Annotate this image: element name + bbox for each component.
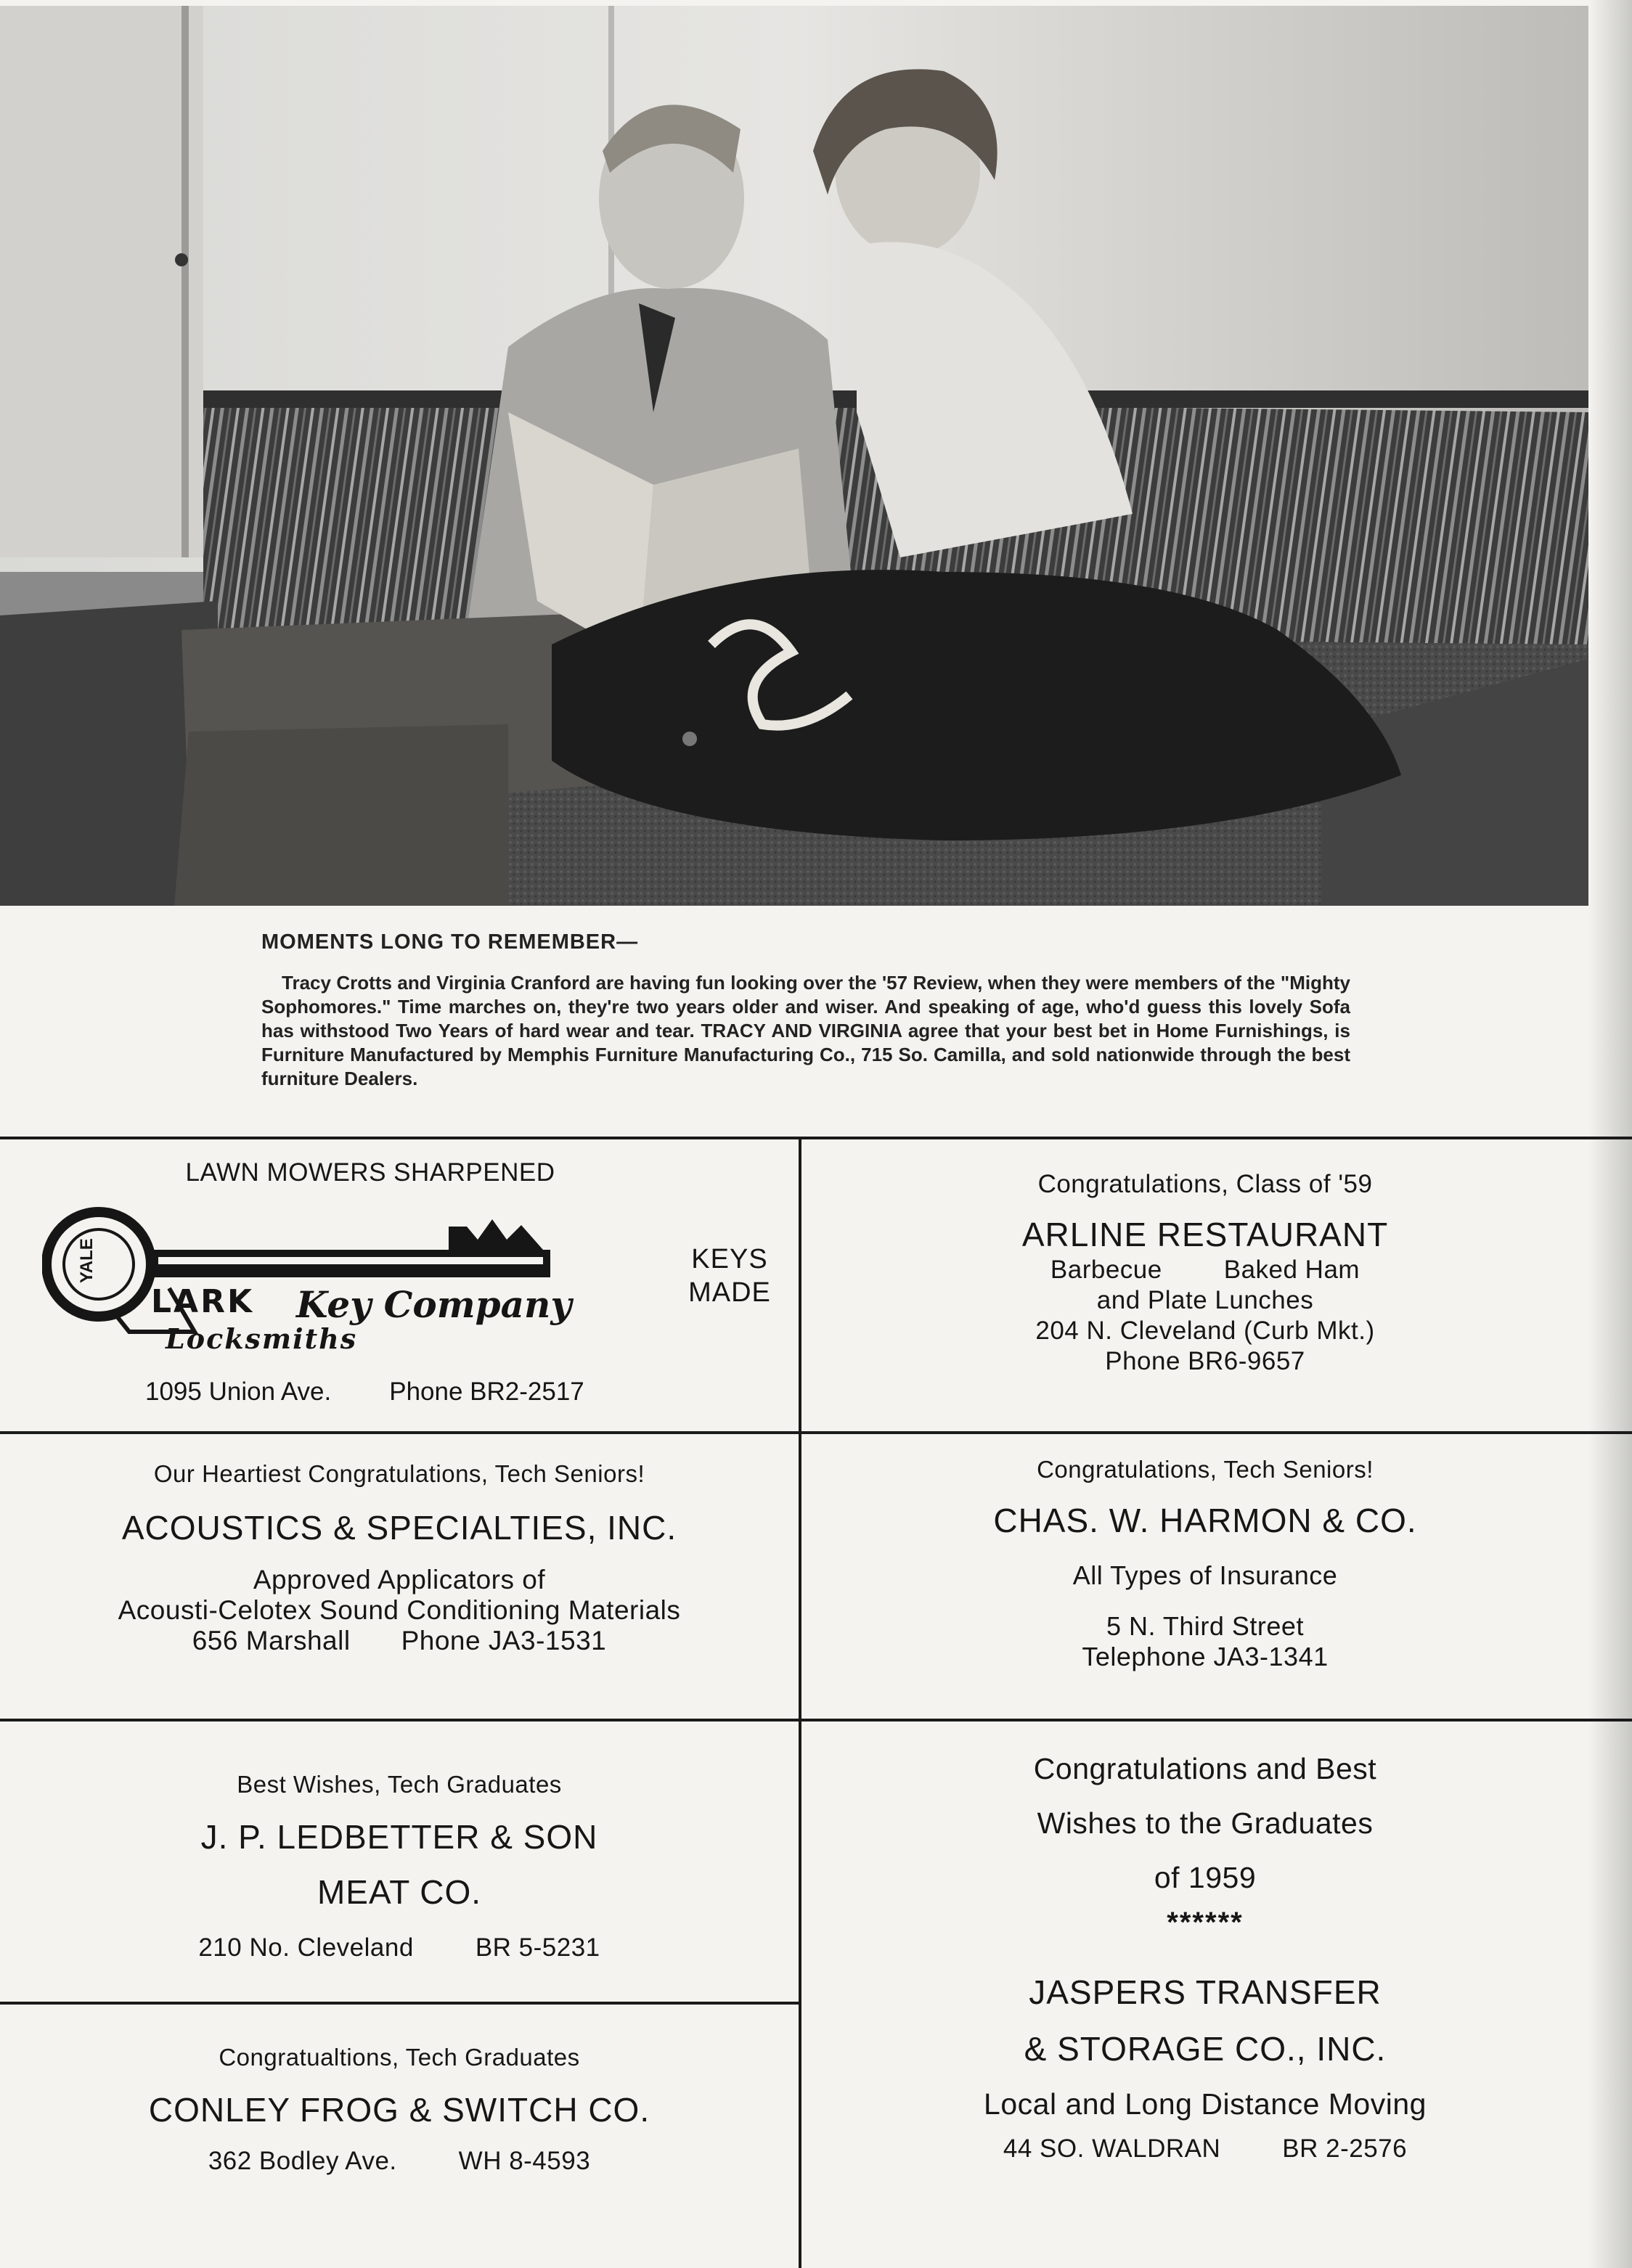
harmon-line1: All Types of Insurance — [1072, 1560, 1338, 1590]
harmon-greeting: Congratulations, Tech Seniors! — [1037, 1456, 1374, 1483]
grid-line-row2 — [0, 1719, 1632, 1722]
ad-conley-frog-switch — [0, 2044, 799, 2176]
harmon-name: CHAS. W. HARMON & CO. — [993, 1502, 1417, 1539]
ledbetter-greeting: Best Wishes, Tech Graduates — [237, 1771, 562, 1798]
jaspers-greeting2: Wishes to the Graduates — [1037, 1806, 1374, 1840]
arline-items — [806, 1256, 1604, 1285]
acoustics-address: 656 Marshall — [192, 1626, 351, 1655]
clark-address: 1095 Union Ave. — [145, 1377, 332, 1406]
jaspers-phone: BR 2-2576 — [1282, 2134, 1408, 2163]
conley-address: 362 Bodley Ave. — [208, 2147, 397, 2175]
grid-line-row3-left — [0, 2002, 800, 2005]
clark-keys-line2: MADE — [688, 1277, 771, 1308]
arline-phone: Phone BR6-9657 — [1105, 1347, 1305, 1375]
acoustics-greeting: Our Heartiest Congratulations, Tech Seniors! — [153, 1460, 645, 1487]
acoustics-name: ACOUSTICS & SPECIALTIES, INC. — [121, 1509, 677, 1547]
arline-address: 204 N. Cleveland (Curb Mkt.) — [1035, 1317, 1375, 1345]
conley-name: CONLEY FROG & SWITCH CO. — [148, 2091, 650, 2129]
jaspers-greeting1: Congratulations and Best — [1033, 1752, 1377, 1785]
conley-phone: WH 8-4593 — [458, 2147, 591, 2175]
jaspers-line1: Local and Long Distance Moving — [984, 2087, 1427, 2121]
clark-headline: LAWN MOWERS SHARPENED — [185, 1158, 555, 1187]
ad-jaspers-transfer — [806, 1752, 1604, 2163]
ad-chas-w-harmon — [806, 1456, 1604, 1672]
arline-name: ARLINE RESTAURANT — [1021, 1216, 1389, 1253]
arline-item2: Baked Ham — [1223, 1256, 1360, 1284]
ledbetter-contact — [0, 1933, 799, 1962]
ad-jp-ledbetter — [0, 1771, 799, 1962]
ledbetter-name1: J. P. LEDBETTER & SON — [200, 1818, 598, 1856]
arline-item3: and Plate Lunches — [1096, 1286, 1314, 1314]
jaspers-name1: JASPERS TRANSFER — [1029, 1973, 1382, 2011]
jaspers-name2: & STORAGE CO., INC. — [1024, 2030, 1387, 2068]
caption-body: Tracy Crotts and Virginia Cranford are having fun looking over the '57 Review, when they were members of the "Mighty Sophomores." Time marches on, they're two years older and wiser. And speaking of age, who'd guess this lovely Sofa has withstood Two Years of hard wear and tear. TRACY AND VIRGINIA agree that your best bet in Home Furnishings, is Furniture Manufactured by Memphis Furniture Manufacturing Co., 715 So. Camilla, and sold nationwide through the best furniture Dealers. — [261, 972, 1350, 1089]
conley-contact — [0, 2147, 799, 2176]
arline-greeting: Congratulations, Class of '59 — [1037, 1170, 1373, 1198]
acoustics-line1: Approved Applicators of — [253, 1565, 546, 1594]
ad-arline-restaurant — [806, 1170, 1604, 1376]
clark-contact — [145, 1377, 584, 1407]
clark-key-logo — [42, 1198, 594, 1361]
jaspers-stars: ****** — [1167, 1907, 1244, 1939]
conley-greeting: Congratualtions, Tech Graduates — [219, 2044, 580, 2071]
ledbetter-address: 210 No. Cleveland — [198, 1933, 414, 1962]
clark-keys-made — [657, 1243, 802, 1309]
ad-acoustics-specialties — [0, 1460, 799, 1656]
jaspers-greeting3: of 1959 — [1154, 1861, 1257, 1894]
harmon-phone: Telephone JA3-1341 — [1082, 1642, 1329, 1671]
clark-keys-line1: KEYS — [691, 1244, 768, 1274]
clark-phone: Phone BR2-2517 — [389, 1377, 584, 1406]
couple-on-sofa-photo — [0, 6, 1588, 906]
clark-logo-brand: YALE — [77, 1238, 97, 1283]
acoustics-phone: Phone JA3-1531 — [401, 1626, 607, 1655]
caption-title: MOMENTS LONG TO REMEMBER— — [261, 930, 639, 954]
couple-on-sofa-photo-icon — [0, 6, 1588, 906]
harmon-address: 5 N. Third Street — [1106, 1611, 1304, 1641]
clark-logo-name: LARK — [151, 1283, 255, 1320]
jaspers-contact — [806, 2134, 1604, 2163]
acoustics-line2: Acousti-Celotex Sound Conditioning Materials — [118, 1595, 681, 1625]
ledbetter-phone: BR 5-5231 — [475, 1933, 600, 1962]
clark-logo-script: Key Company — [296, 1283, 572, 1326]
ledbetter-name2: MEAT CO. — [317, 1873, 482, 1911]
clark-logo-sub: Locksmiths — [166, 1322, 358, 1355]
grid-line-row1 — [0, 1431, 1632, 1434]
jaspers-address: 44 SO. WALDRAN — [1003, 2134, 1221, 2163]
acoustics-contact — [0, 1626, 799, 1656]
grid-line-top — [0, 1137, 1632, 1139]
arline-item1: Barbecue — [1050, 1256, 1162, 1284]
